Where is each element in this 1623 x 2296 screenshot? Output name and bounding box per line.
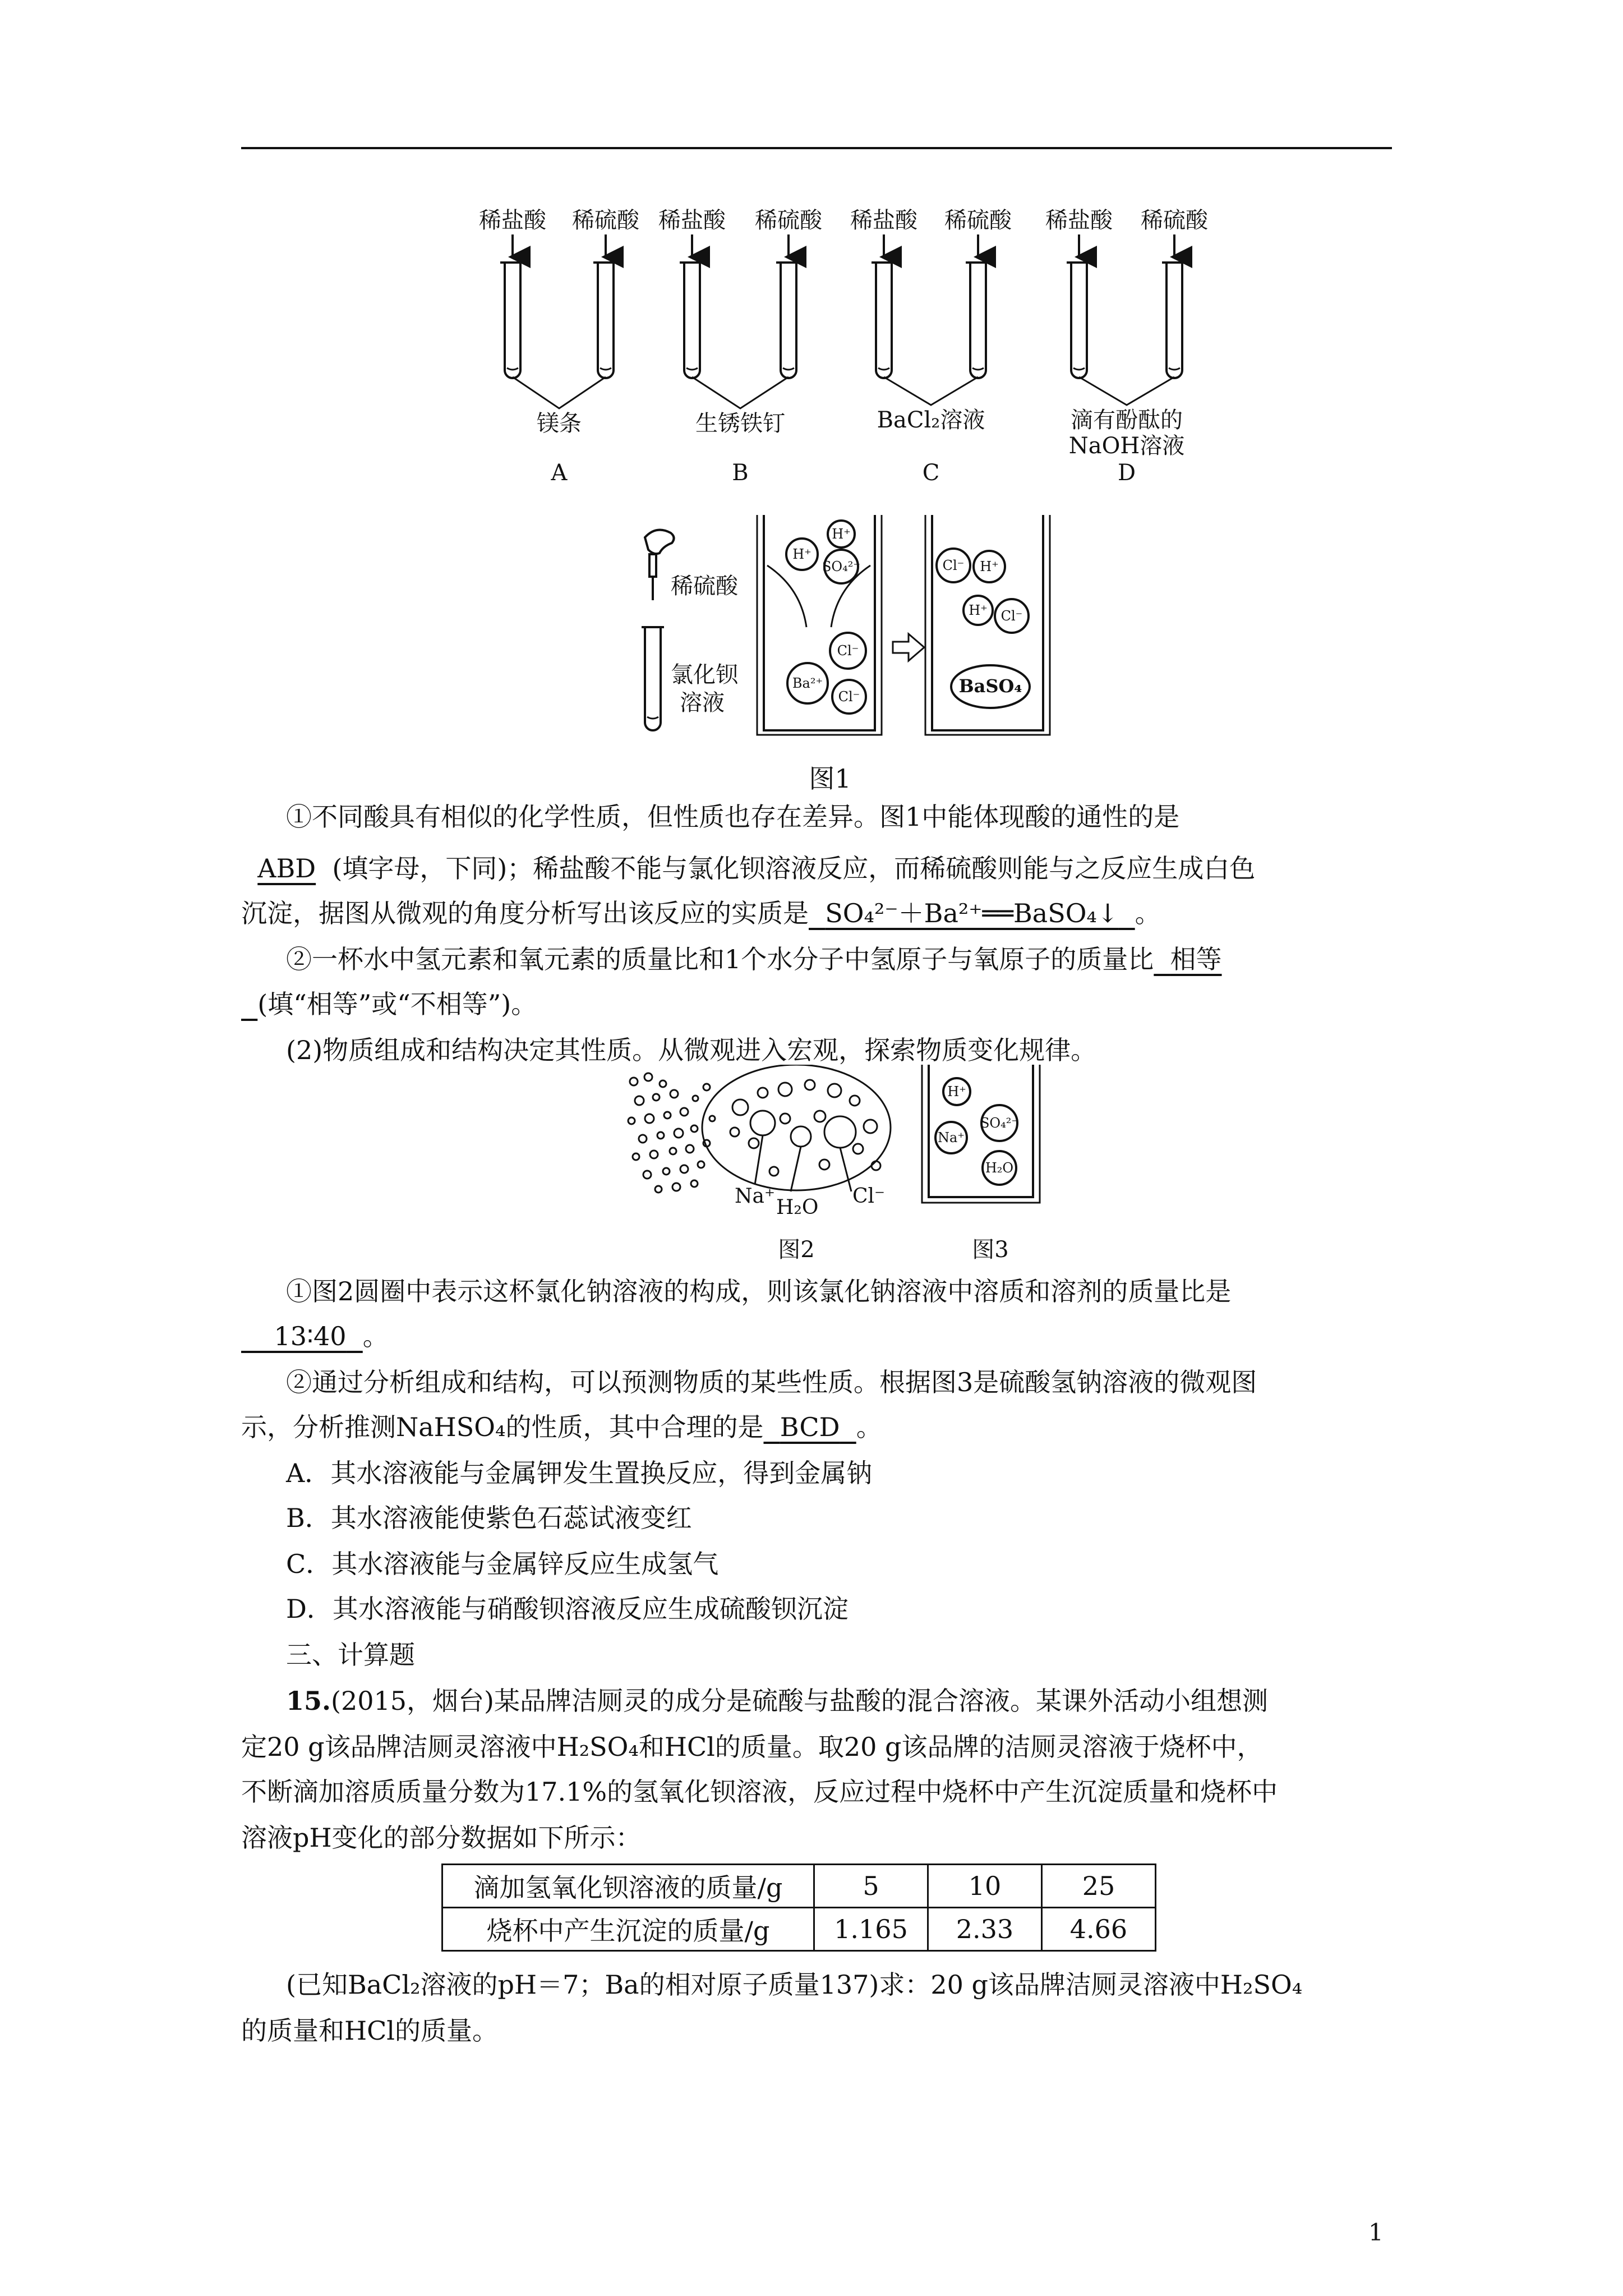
q3-line2 bbox=[241, 1314, 1392, 1359]
ion-h: H⁺ bbox=[969, 602, 988, 618]
q4-line1: ②通过分析组成和结构，可以预测物质的某些性质。根据图3是硫酸氢钠溶液的微观图 bbox=[286, 1367, 1257, 1397]
q2-answer bbox=[1154, 944, 1221, 974]
tube-b2 bbox=[776, 234, 801, 378]
q1-line2-text: (填字母，下同)；稀盐酸不能与氯化钡溶液反应，而稀硫酸则能与之反应生成白色 bbox=[332, 853, 1256, 884]
q4-option-c: C．其水溶液能与金属锌反应生成氢气 bbox=[286, 1549, 719, 1579]
fig3-ion-na: Na⁺ bbox=[938, 1130, 965, 1145]
label-h2so4-b: 稀硫酸 bbox=[755, 208, 822, 233]
label-h2so4-c: 稀硫酸 bbox=[944, 208, 1012, 233]
label-hcl-d: 稀盐酸 bbox=[1045, 208, 1113, 233]
label-hcl-c: 稀盐酸 bbox=[850, 208, 917, 233]
q1-answer-2 bbox=[809, 898, 1135, 928]
header-rule bbox=[241, 147, 1392, 149]
q15-line1 bbox=[241, 1678, 1437, 1723]
ion-h: H⁺ bbox=[792, 546, 811, 562]
tube-d2 bbox=[1162, 234, 1187, 378]
q4-option-b: B．其水溶液能使紫色石蕊试液变红 bbox=[286, 1503, 692, 1533]
ion-ba: Ba²⁺ bbox=[792, 675, 823, 691]
q15-line3: 不断滴加溶质质量分数为17.1%的氢氧化钡溶液，反应过程中烧杯中产生沉淀质量和烧杯中 bbox=[241, 1777, 1278, 1807]
section-3-heading: 三、计算题 bbox=[286, 1640, 415, 1670]
table-cell: 4.66 bbox=[1042, 1908, 1156, 1951]
ion-cl: Cl⁻ bbox=[942, 558, 965, 573]
figure-3-caption: 图3 bbox=[972, 1237, 1009, 1263]
q4-option-a: A．其水溶液能与金属钾发生置换反应，得到金属钠 bbox=[286, 1458, 873, 1488]
q3-answer bbox=[241, 1321, 363, 1351]
fig3-ion-so4: SO₄²⁻ bbox=[980, 1115, 1019, 1131]
ion-cl: Cl⁻ bbox=[837, 643, 859, 659]
letter-c: C bbox=[922, 460, 940, 486]
table-cell: 10 bbox=[928, 1865, 1042, 1908]
letter-a: A bbox=[551, 460, 568, 486]
table-row bbox=[442, 1865, 1156, 1908]
q3-end: 。 bbox=[362, 1321, 389, 1351]
note-line1: (已知BaCl₂溶液的pH＝7；Ba的相对原子质量137)求：20 g该品牌洁厕灵溶液中H₂SO₄ bbox=[286, 1970, 1303, 2000]
table-cell: 25 bbox=[1042, 1865, 1156, 1908]
reaction-arrow-icon bbox=[893, 634, 924, 661]
tube-c2 bbox=[966, 234, 990, 378]
label-h2so4-a: 稀硫酸 bbox=[572, 208, 639, 233]
q1-line1: ①不同酸具有相似的化学性质，但性质也存在差异。图1中能体现酸的通性的是 bbox=[286, 802, 1180, 832]
q3-answer-text: 13∶40 bbox=[274, 1321, 347, 1351]
test-tube-figure bbox=[437, 202, 1245, 494]
fig1-tube-label-1: 氯化钡 bbox=[671, 662, 738, 688]
letter-d: D bbox=[1117, 460, 1136, 486]
page-number: 1 bbox=[1368, 2219, 1384, 2246]
reagent-d-line2: NaOH溶液 bbox=[1068, 433, 1185, 459]
reagent-c: BaCl₂溶液 bbox=[877, 407, 985, 433]
q1-line2 bbox=[241, 846, 1392, 891]
tube-c1 bbox=[872, 234, 896, 378]
table-cell-label: 滴加氢氧化钡溶液的质量/g bbox=[442, 1865, 814, 1908]
q4-option-d: D．其水溶液能与硝酸钡溶液反应生成硫酸钡沉淀 bbox=[286, 1594, 849, 1624]
table-row bbox=[442, 1908, 1156, 1951]
ion-h: H⁺ bbox=[832, 526, 851, 542]
ion-so4: SO₄²⁻ bbox=[822, 559, 861, 574]
q15-line2: 定20 g该品牌洁厕灵溶液中H₂SO₄和HCl的质量。取20 g该品牌的洁厕灵溶液于烧杯中， bbox=[241, 1732, 1263, 1762]
q2-line1-text: ②一杯水中氢元素和氧元素的质量比和1个水分子中氢原子与氧原子的质量比 bbox=[286, 944, 1154, 974]
label-hcl-b: 稀盐酸 bbox=[658, 208, 726, 233]
q1-line3 bbox=[241, 891, 1392, 936]
part2-intro: (2)物质组成和结构决定其性质。从微观进入宏观，探索物质变化规律。 bbox=[286, 1035, 1097, 1065]
fig2-label-cl: Cl⁻ bbox=[852, 1185, 886, 1208]
q1-answer-2-text: SO₄²⁻＋Ba²⁺══BaSO₄↓ bbox=[825, 898, 1119, 928]
figure-2-3-diagram bbox=[623, 1065, 1094, 1233]
precipitate-baso4: BaSO₄ bbox=[958, 675, 1022, 697]
q2-answer-text: 相等 bbox=[1170, 944, 1222, 974]
table-cell: 2.33 bbox=[928, 1908, 1042, 1951]
q2-line2-text: (填“相等”或“不相等”)。 bbox=[257, 989, 537, 1019]
q15-line4: 溶液pH变化的部分数据如下所示： bbox=[241, 1823, 642, 1853]
q4-line2 bbox=[241, 1405, 1392, 1450]
table-cell: 5 bbox=[814, 1865, 928, 1908]
reagent-d-line1: 滴有酚酞的 bbox=[1071, 407, 1183, 433]
ion-cl: Cl⁻ bbox=[1000, 608, 1023, 624]
q2-line1 bbox=[241, 937, 1437, 982]
tube-a1 bbox=[500, 234, 525, 378]
letter-b: B bbox=[732, 460, 749, 486]
fig2-label-na: Na⁺ bbox=[735, 1185, 775, 1208]
figure-2-caption: 图2 bbox=[778, 1237, 815, 1263]
fig3-h2o: H₂O bbox=[985, 1160, 1014, 1176]
q4-answer-text: BCD bbox=[780, 1412, 840, 1442]
table-cell-label: 烧杯中产生沉淀的质量/g bbox=[442, 1908, 814, 1951]
note-line2: 的质量和HCl的质量。 bbox=[241, 2016, 499, 2046]
fig2-label-h2o: H₂O bbox=[776, 1196, 819, 1219]
q4-answer bbox=[763, 1412, 856, 1442]
label-hcl-a: 稀盐酸 bbox=[479, 208, 546, 233]
ion-h: H⁺ bbox=[980, 559, 999, 574]
figure-1-caption: 图1 bbox=[809, 763, 851, 794]
barium-chloride-tube bbox=[645, 627, 661, 730]
tube-d1 bbox=[1067, 234, 1091, 378]
fig3-ion-h: H⁺ bbox=[947, 1084, 966, 1099]
dropper-bulb bbox=[649, 554, 656, 577]
ion-cl: Cl⁻ bbox=[838, 689, 860, 705]
q15-line1-text: (2015，烟台)某品牌洁厕灵的成分是硫酸与盐酸的混合溶液。某课外活动小组想测 bbox=[331, 1686, 1268, 1716]
q4-line2-text: 示，分析推测NaHSO₄的性质，其中合理的是 bbox=[241, 1412, 764, 1442]
reagent-b: 生锈铁钉 bbox=[695, 411, 785, 436]
reagent-a: 镁条 bbox=[537, 411, 582, 436]
fig2-particles bbox=[628, 1065, 891, 1193]
table-cell: 1.165 bbox=[814, 1908, 928, 1951]
q2-line2 bbox=[241, 982, 1392, 1027]
tube-b1 bbox=[680, 234, 704, 378]
hand-icon bbox=[645, 530, 674, 554]
q1-answer-1: ABD bbox=[257, 853, 316, 884]
label-h2so4-d: 稀硫酸 bbox=[1141, 208, 1208, 233]
q1-line3-text: 沉淀，据图从微观的角度分析写出该反应的实质是 bbox=[241, 898, 809, 928]
q4-end: 。 bbox=[856, 1412, 882, 1442]
fig1-tube-label-2: 溶液 bbox=[680, 690, 725, 716]
data-table bbox=[441, 1864, 1156, 1952]
q1-line3-end: 。 bbox=[1135, 898, 1161, 928]
figure-1-diagram bbox=[617, 515, 1066, 745]
q3-line1: ①图2圆圈中表示这杯氯化钠溶液的构成，则该氯化钠溶液中溶质和溶剂的质量比是 bbox=[286, 1276, 1232, 1306]
tube-a2 bbox=[593, 234, 618, 378]
fig1-dropper-label: 稀硫酸 bbox=[671, 573, 738, 599]
q15-number: 15. bbox=[286, 1686, 331, 1716]
